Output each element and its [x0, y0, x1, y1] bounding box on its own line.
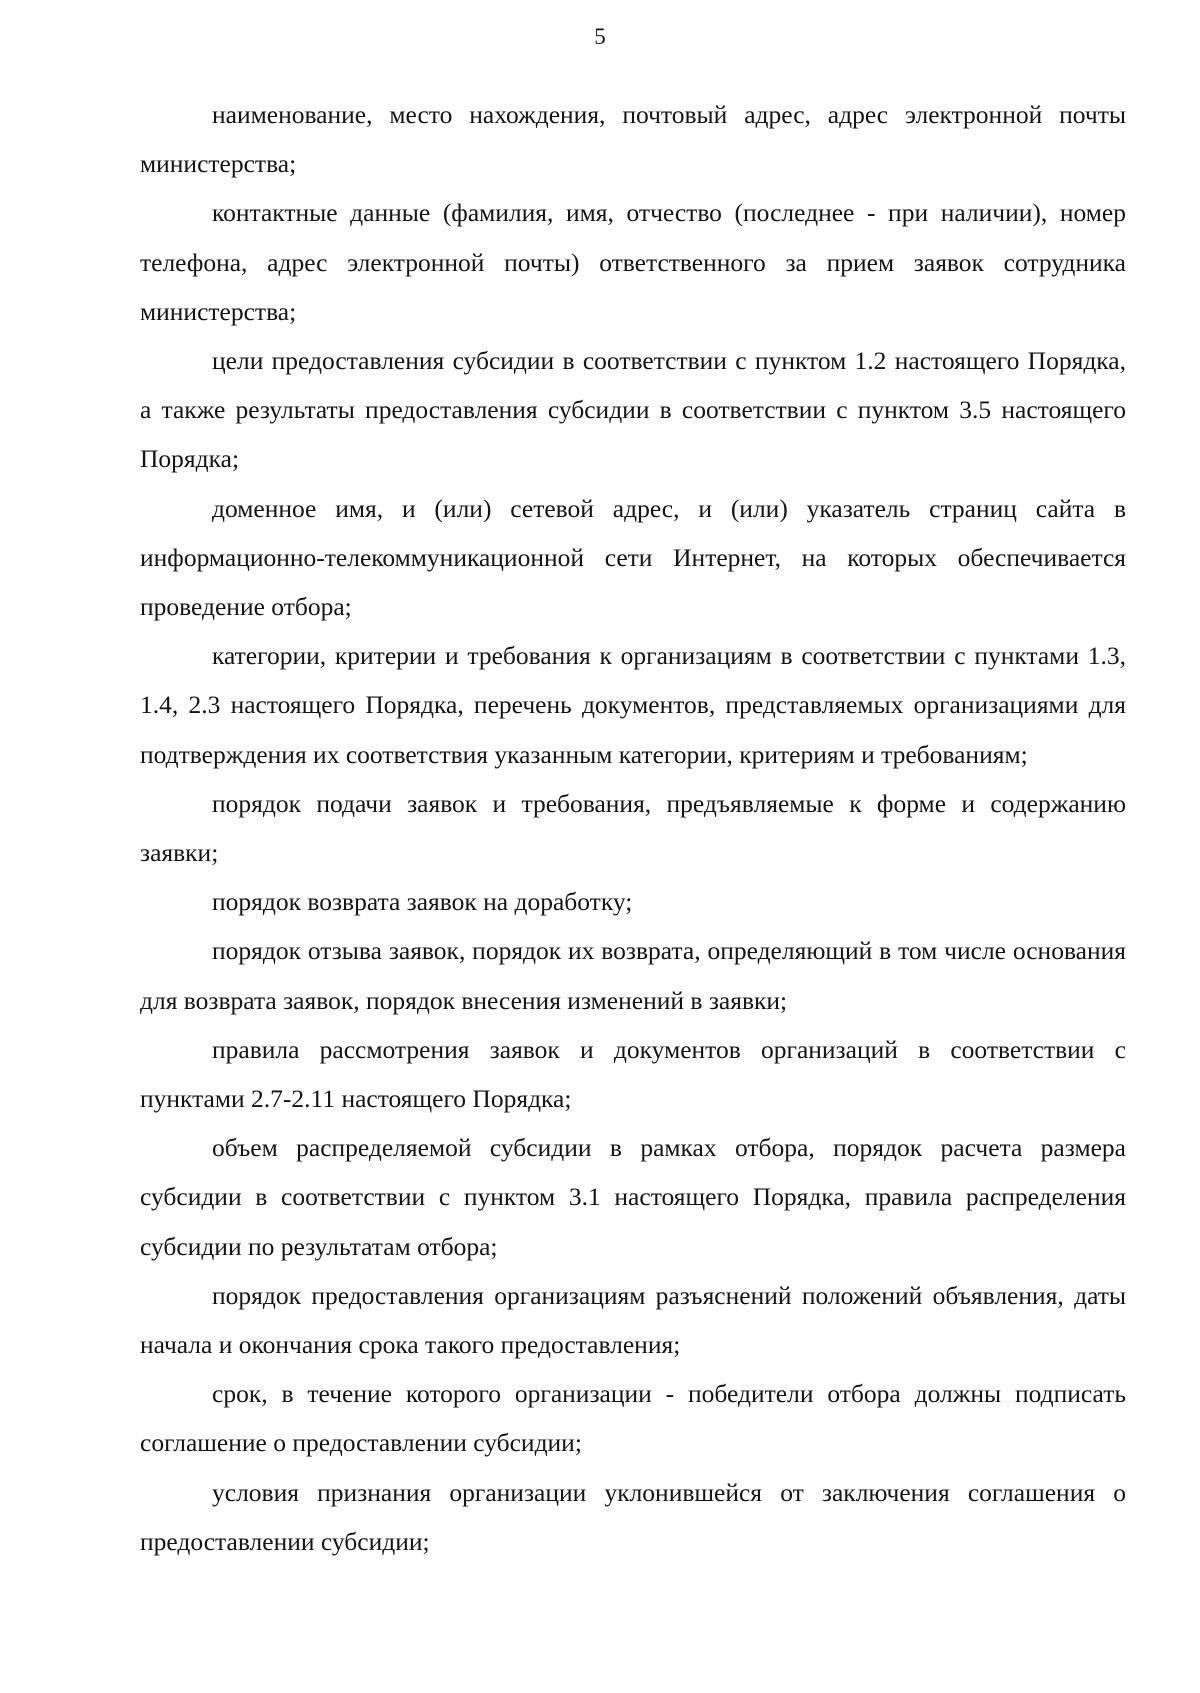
paragraph-application-procedure: порядок подачи заявок и требования, предъявляемые к форме и содержанию заявки;: [140, 788, 1126, 868]
paragraph-clarifications: порядок предоставления организациям разъяснений положений объявления, даты начала и окончания срока такого предоставления;: [140, 1280, 1126, 1360]
document-body: [140, 90, 1126, 1566]
paragraph-domain-name: доменное имя, и (или) сетевой адрес, и (или) указатель страниц сайта в информационно-телекоммуникационной сети Интернет, на которых обеспечивается проведение отбора;: [140, 493, 1126, 622]
paragraph-review-rules: правила рассмотрения заявок и документов организаций в соответствии с пунктами 2.7-2.11 настоящего Порядка;: [140, 1034, 1126, 1114]
paragraph-subsidy-volume: объем распределяемой субсидии в рамках отбора, порядок расчета размера субсидии в соответствии с пунктом 3.1 настоящего Порядка, правила распределения субсидии по результатам отбора;: [140, 1133, 1126, 1261]
paragraph-withdrawal-procedure: порядок отзыва заявок, порядок их возврата, определяющий в том числе основания для возврата заявок, порядок внесения изменений в заявки;: [140, 936, 1126, 1015]
paragraph-evasion-conditions: условия признания организации уклонившейся от заключения соглашения о предоставлении субсидии;: [140, 1477, 1126, 1556]
paragraph-return-for-revision: порядок возврата заявок на доработку;: [212, 887, 633, 917]
paragraph-ministry-address: наименование, место нахождения, почтовый адрес, адрес электронной почты министерства;: [140, 100, 1126, 179]
paragraph-subsidy-goals: цели предоставления субсидии в соответствии с пунктом 1.2 настоящего Порядка, а также результаты предоставления субсидии в соответствии с пунктом 3.5 настоящего Порядка;: [140, 346, 1126, 474]
paragraph-agreement-deadline: срок, в течение которого организации - победители отбора должны подписать соглашение о предоставлении субсидии;: [140, 1379, 1126, 1458]
paragraph-contact-details: контактные данные (фамилия, имя, отчество (последнее - при наличии), номер телефона, адрес электронной почты) ответственного за прием заявок сотрудника министерства;: [140, 198, 1126, 326]
page-number: 5: [594, 24, 606, 49]
paragraph-categories-criteria: категории, критерии и требования к организациям в соответствии с пунктами 1.3, 1.4, 2.3 настоящего Порядка, перечень документов, представляемых организациями для подтверждения их соответствия указанным категории, критериям и требованиям;: [140, 641, 1126, 769]
